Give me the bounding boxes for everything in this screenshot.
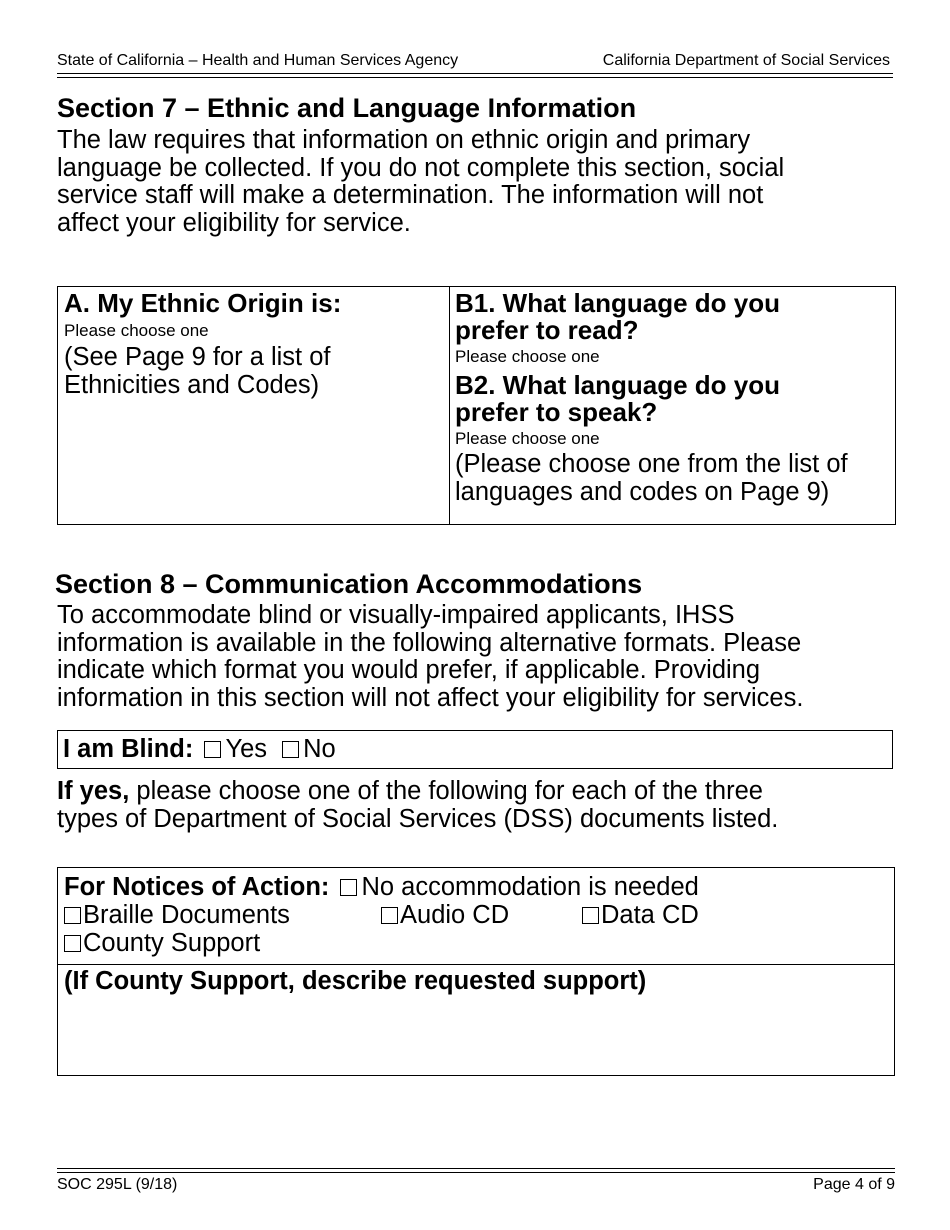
blind-label: I am Blind: [63,735,194,763]
header-agency: State of California – Health and Human Services Agency [57,52,459,69]
blind-no-checkbox[interactable] [282,741,299,758]
header-department: California Department of Social Services [602,52,890,69]
ethnic-origin-title: A. My Ethnic Origin is: [64,288,342,318]
speak-language-question [455,372,895,426]
if-yes-bold: If yes, [57,777,130,805]
audio-cd-label: Audio CD [400,901,510,929]
ethnic-language-table [57,286,896,525]
section-7-title: Section 7 – Ethnic and Language Information [57,93,637,123]
braille-label: Braille Documents [83,901,290,929]
footer-rule [57,1172,895,1173]
audio-cd-checkbox[interactable] [381,907,398,924]
paragraph-line: indicate which format you would prefer, if applicable. Providing [57,656,761,685]
blind-no-label: No [303,735,336,763]
blind-question-box [57,730,893,769]
read-choose-hint: Please choose one [455,347,600,366]
speak-choose-hint: Please choose one [455,429,600,448]
if-yes-instructions [57,778,778,833]
no-accommodation-label: No accommodation is needed [361,873,699,901]
question-line: prefer to read? [455,315,639,345]
note-line: languages and codes on Page 9) [455,478,830,506]
question-line: B2. What language do you [455,370,781,400]
paragraph-line: To accommodate blind or visually-impaired applicants, IHSS [57,601,735,629]
county-support-description-field[interactable] [59,996,893,1074]
notices-divider [58,964,894,965]
paragraph-line: information is available in the following alternative formats. Please [57,628,802,657]
note-line: (Please choose one from the list of [455,450,848,478]
language-note [455,450,895,506]
ethnic-origin-cell[interactable] [64,290,444,399]
county-support-description-label: (If County Support, describe requested support) [64,967,647,995]
header-rule [57,73,893,74]
section-8-description [57,602,803,712]
paragraph-line: affect your eligibility for service. [57,208,411,237]
braille-checkbox[interactable] [64,907,81,924]
audio-cd-option [381,901,509,929]
if-yes-text: please choose one of the following for each of the three [129,777,763,805]
notices-of-action-box [57,867,895,1076]
data-cd-label: Data CD [601,901,699,929]
question-line: B1. What language do you [455,288,781,318]
data-cd-checkbox[interactable] [582,907,599,924]
no-accommodation-checkbox[interactable] [340,879,357,896]
note-line: Ethnicities and Codes) [64,371,320,399]
blind-yes-checkbox[interactable] [204,741,221,758]
paragraph-line: The law requires that information on ethnic origin and primary [57,126,751,154]
braille-option [64,901,290,929]
page-number: Page 4 of 9 [813,1176,895,1193]
notices-row-1 [64,873,699,901]
section-8-title: Section 8 – Communication Accommodations [55,569,643,599]
paragraph-line [57,778,778,806]
table-divider [449,287,450,524]
county-support-checkbox[interactable] [64,935,81,952]
note-line: (See Page 9 for a list of [64,343,331,371]
paragraph-line: information in this section will not affect your eligibility for services. [57,683,804,712]
section-7-description [57,127,784,237]
read-language-question [455,290,895,344]
county-support-label: County Support [83,929,261,957]
paragraph-line: service staff will make a determination. The information will not [57,181,764,210]
paragraph-line: types of Department of Social Services (DSS) documents listed. [57,804,779,833]
county-support-option [64,929,260,957]
paragraph-line: language be collected. If you do not complete this section, social [57,153,785,182]
language-cell[interactable] [455,290,895,506]
ethnic-note [64,343,444,399]
blind-yes-label: Yes [225,735,268,763]
data-cd-option [582,901,699,929]
header-rule [57,77,893,78]
form-number: SOC 295L (9/18) [57,1176,178,1193]
notices-label: For Notices of Action: [64,873,330,901]
blind-question-row [63,735,336,763]
footer-rule [57,1168,895,1169]
ethnic-choose-hint: Please choose one [64,321,209,340]
question-line: prefer to speak? [455,397,658,427]
